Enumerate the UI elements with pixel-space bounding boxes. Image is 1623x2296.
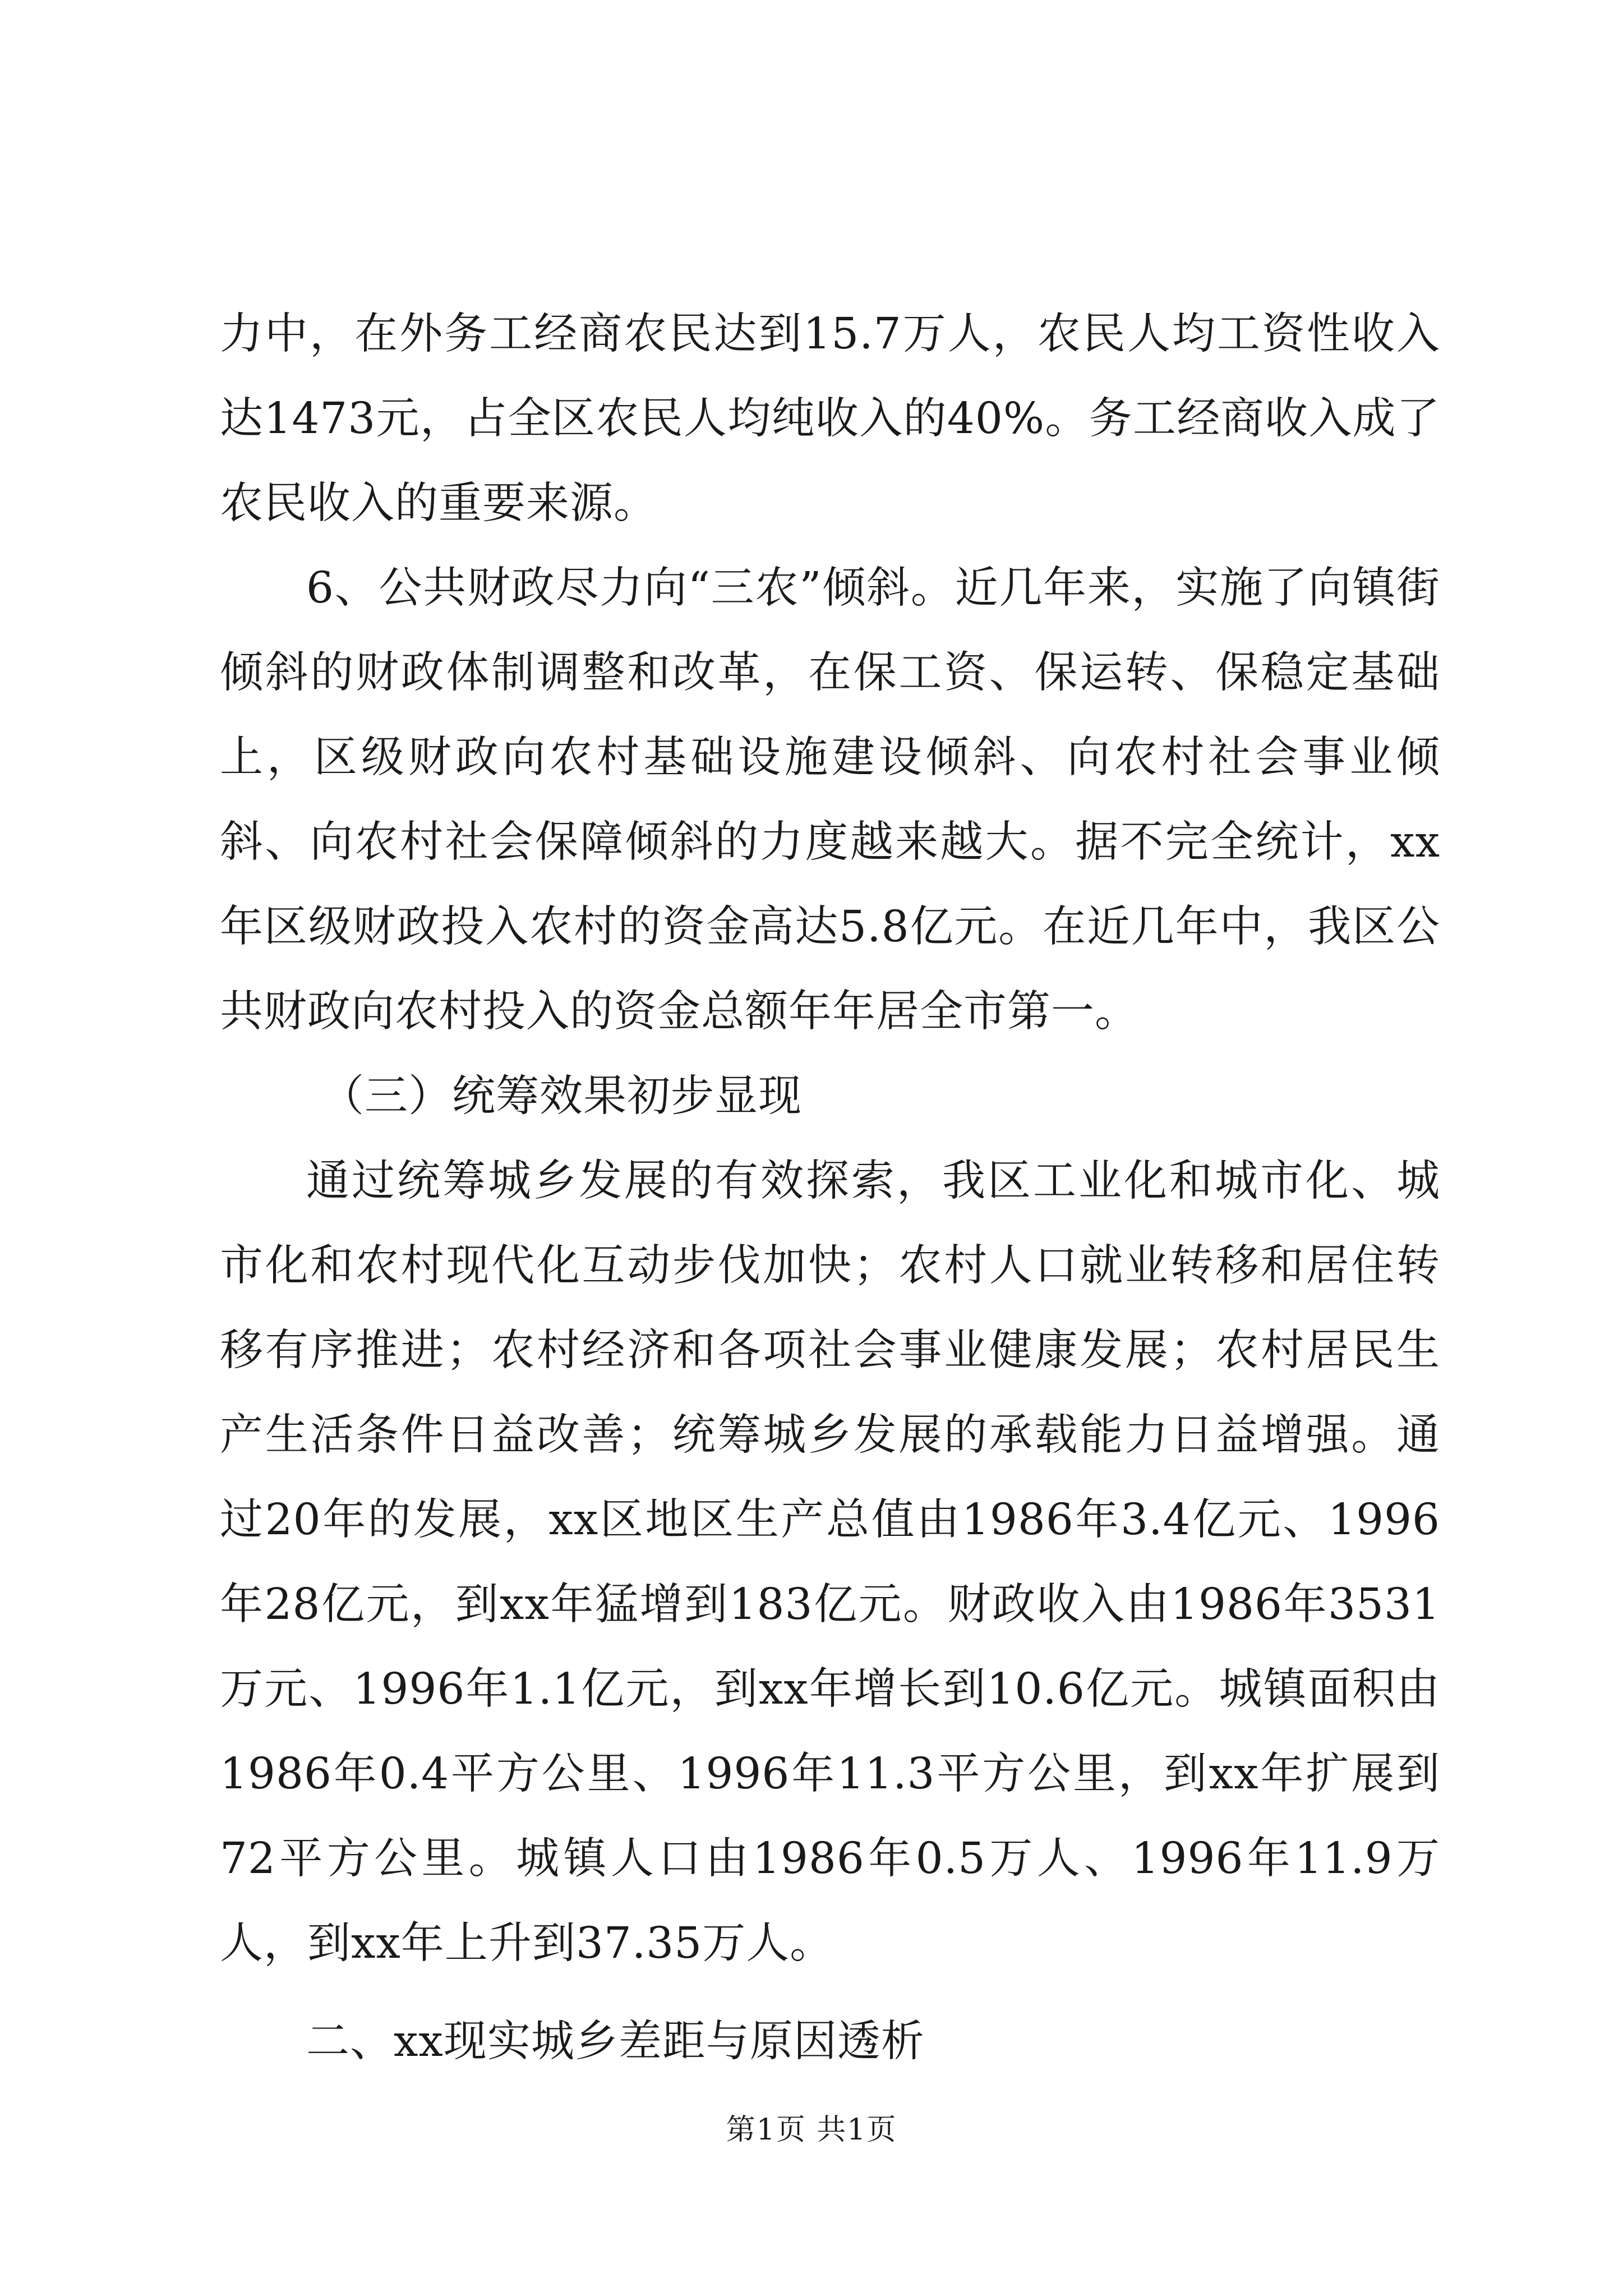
paragraph-development-results: 通过统筹城乡发展的有效探索，我区工业化和城市化、城市化和农村现代化互动步伐加快；农村人口就业转移和居住转移有序推进；农村经济和各项社会事业健康发展；农村居民生产生活条件日益改善；统筹城乡发展的承载能力日益增强。通过20年的发展，xx区地区生产总值由1986年3.4亿元、1996年28亿元，到xx年猛增到183亿元。财政收入由1986年3531万元、1996年1.1亿元，到xx年增长到10.6亿元。城镇面积由1986年0.4平方公里、1996年11.3平方公里，到xx年扩展到72平方公里。城镇人口由1986年0.5万人、1996年11.9万人，到xx年上升到37.35万人。 (220, 1156, 1440, 1968)
section-heading-gap-analysis: 二、xx现实城乡差距与原因透析 (306, 2017, 925, 2067)
section-heading-effects: （三）统筹效果初步显现 (321, 1071, 802, 1121)
page-footer: 第1页 共1页 (726, 2113, 897, 2147)
document-body (220, 292, 1440, 2084)
paragraph-public-finance: 6、公共财政尽力向“三农”倾斜。近几年来，实施了向镇街倾斜的财政体制调整和改革，在保工资、保运转、保稳定基础上，区级财政向农村基础设施建设倾斜、向农村社会事业倾斜、向农村社会保障倾斜的力度越来越大。据不完全统计，xx年区级财政投入农村的资金高达5.8亿元。在近几年中，我区公共财政向农村投入的资金总额年年居全市第一。 (220, 563, 1440, 1037)
paragraph-continued: 力中，在外务工经商农民达到15.7万人，农民人均工资性收入达1473元，占全区农民人均纯收入的40%。务工经商收入成了农民收入的重要来源。 (220, 309, 1440, 528)
